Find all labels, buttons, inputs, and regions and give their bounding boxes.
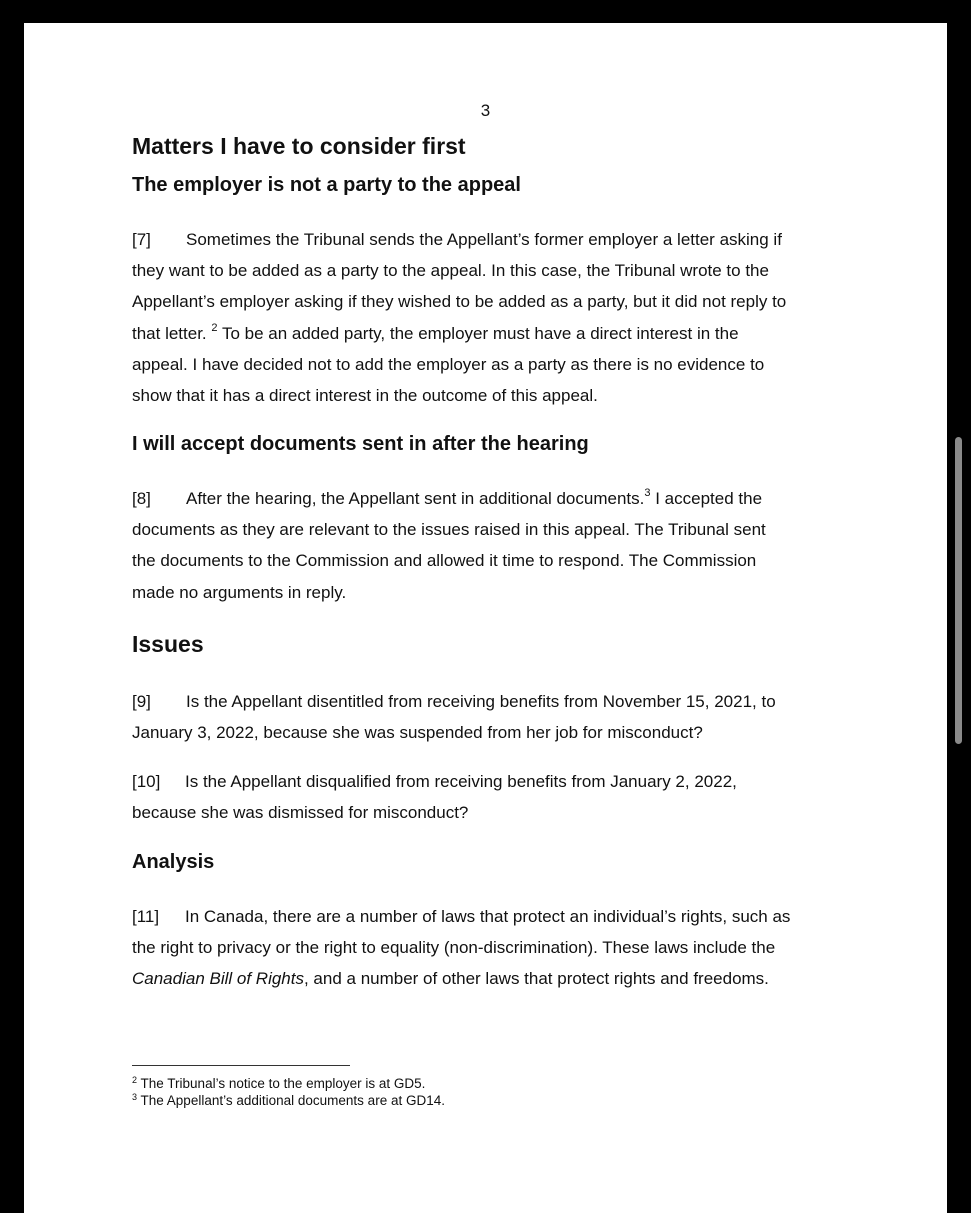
paragraph-number: [9]: [132, 692, 151, 711]
paragraph-8: [8] After the hearing, the Appellant sent in additional documents.$^3$ I accepted the documents as they are relevant to the issues raised in this appeal. The Tribunal sent the documents to the Commission and allowed it time to respond. The Commission made no arguments in reply.: [132, 483, 837, 608]
heading-analysis: Analysis: [132, 851, 215, 873]
footnote-ref-3: 3: [644, 487, 651, 500]
footnote-2: $^2$ The Tribunal’s notice to the employer is at GD5.: [132, 1074, 426, 1091]
footnote-ref-2: 2: [211, 321, 218, 334]
heading-employer-not-party: The employer is not a party to the appeal: [132, 174, 521, 196]
paragraph-9: [9] Is the Appellant disentitled from receiving benefits from November 15, 2021, to January 3, 2022, because she was suspended from her job for misconduct?: [132, 686, 837, 748]
footnote-divider: [132, 1065, 350, 1066]
scrollbar-thumb[interactable]: [955, 437, 962, 744]
heading-matters: Matters I have to consider first: [132, 133, 466, 159]
paragraph-number: [8]: [132, 489, 151, 508]
paragraph-11: [11] In Canada, there are a number of laws that protect an individual’s rights, such as the right to privacy or the right to equality (non-discrimination). These laws include the Canadian Bill of Rights, and a number of other laws that protect rights and freedoms.: [132, 901, 837, 995]
paragraph-number: [7]: [132, 230, 151, 249]
paragraph-10: [10] Is the Appellant disqualified from receiving benefits from January 2, 2022, because she was dismissed for misconduct?: [132, 766, 837, 828]
heading-accept-documents: I will accept documents sent in after the hearing: [132, 433, 589, 455]
paragraph-number: [10]: [132, 772, 161, 791]
paragraph-number: [11]: [132, 907, 160, 926]
footnotes: [132, 1075, 445, 1109]
document-page: [24, 23, 947, 1213]
footnote-3: $^3$ The Appellant’s additional documents are at GD14.: [132, 1091, 445, 1108]
page-number: 3: [480, 101, 491, 120]
paragraph-7: [7] Sometimes the Tribunal sends the Appellant’s former employer a letter asking if they want to be added as a party to the appeal. In this case, the Tribunal wrote to the Appellant’s employer asking if they wished to be added as a party, but it did not reply to that letter. $^2$ To be an added party, the employer must have a direct interest in the appeal. I have decided not to add the employer as a party as there is no evidence to show that it has a direct interest in the outcome of this appeal.: [132, 224, 837, 411]
heading-issues: Issues: [132, 631, 204, 657]
statute-name: Canadian Bill of Rights: [132, 969, 304, 989]
